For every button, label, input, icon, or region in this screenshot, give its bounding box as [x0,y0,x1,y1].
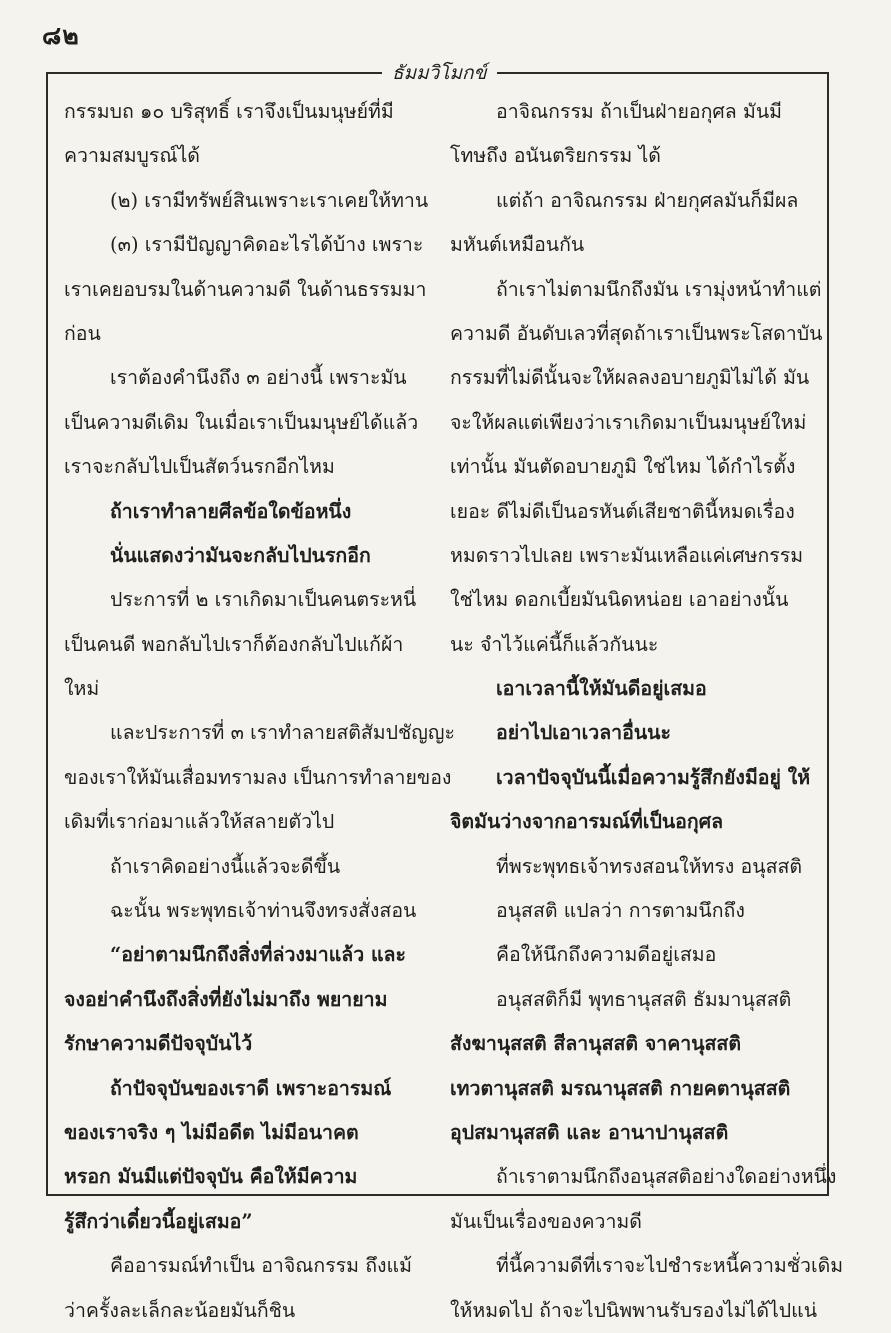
text-line: นะ จำไว้แค่นี้ก็แล้วกันนะ [450,632,659,656]
text-line: (๒) เรามีทรัพย์สินเพราะเราเคยให้ทาน [110,188,429,212]
text-line: จะให้ผลแต่เพียงว่าเราเกิดมาเป็นมนุษย์ใหม่ [450,410,807,434]
text-line: จงอย่าคำนึงถึงสิ่งที่ยังไม่มาถึง พยายาม [64,987,388,1011]
text-line: อย่าไปเอาเวลาอื่นนะ [496,721,671,745]
text-line: เราเคยอบรมในด้านความดี ในด้านธรรมมา [64,277,427,301]
text-line: อนุสสติ แปลว่า การตามนึกถึง [496,899,745,923]
text-line: นั่นแสดงว่ามันจะกลับไปนรกอีก [110,543,371,567]
page-frame [46,62,844,1322]
text-line: ให้หมดไป ถ้าจะไปนิพพานรับรองไม่ได้ไปแน่ [450,1298,818,1322]
text-line: อนุสสติก็มี พุทธานุสสติ ธัมมานุสสติ [496,987,792,1011]
text-line: ที่นี้ความดีที่เราจะไปชำระหนี้ความชั่วเดิม [496,1254,844,1278]
text-line: ที่พระพุทธเจ้าทรงสอนให้ทรง อนุสสติ [496,854,803,878]
text-line: รู้สึกว่าเดี๋ยวนี้อยู่เสมอ” [64,1209,253,1233]
text-line: อาจิณกรรม ถ้าเป็นฝ่ายอกุศล มันมี [496,100,782,123]
text-line: ประการที่ ๒ เราเกิดมาเป็นคนตระหนี่ [110,588,417,612]
text-line: หมดราวไปเลย เพราะมันเหลือแค่เศษกรรม [450,543,804,567]
text-line: อุปสมานุสสติ และ อานาปานุสสติ [450,1120,729,1144]
running-title: ธัมมวิโมกข์ [382,60,497,86]
left-text-column [64,90,455,1333]
text-line: เป็นความดีเดิม ในเมื่อเราเป็นมนุษย์ได้แล้ว [64,410,419,434]
text-line: มหันต์เหมือนกัน [450,233,585,257]
text-line: ของเราจริง ๆ ไม่มีอดีต ไม่มีอนาคต [64,1120,359,1144]
text-line: ถ้าเราทำลายศีลข้อใดข้อหนึ่ง [110,499,352,523]
text-line: “อย่าตามนึกถึงสิ่งที่ล่วงมาแล้ว และ [110,943,406,967]
text-line: จิตมันว่างจากอารมณ์ที่เป็นอกุศล [450,810,724,834]
text-line: ก่อน [64,321,101,345]
text-line: ความดี อันดับเลวที่สุดถ้าเราเป็นพระโสดาบัน [450,321,823,345]
text-line: คือให้นึกถึงความดีอยู่เสมอ [496,943,717,967]
text-line: ใช่ไหม ดอกเบี้ยมันนิดหน่อย เอาอย่างนั้น [450,588,789,612]
text-line: โทษถึง อนันตริยกรรม ได้ [450,144,661,168]
text-line: ฉะนั้น พระพุทธเจ้าท่านจึงทรงสั่งสอน [110,899,417,923]
text-line: กรรมบถ ๑๐ บริสุทธิ์ เราจึงเป็นมนุษย์ที่มี [64,100,394,123]
text-line: เป็นคนดี พอกลับไปเราก็ต้องกลับไปแก้ผ้า [64,632,404,656]
page-number: ๘๒ [42,21,80,50]
text-line: ถ้าเราไม่ตามนึกถึงมัน เรามุ่งหน้าทำแต่ [496,277,822,301]
text-line: ใหม่ [64,677,100,701]
text-line: เราต้องคำนึงถึง ๓ อย่างนี้ เพราะมัน [110,366,407,390]
text-line: เอาเวลานี้ให้มันดีอยู่เสมอ [496,677,707,701]
text-line: เดิมที่เราก่อมาแล้วให้สลายตัวไป [64,810,335,834]
text-line: ความสมบูรณ์ได้ [64,144,200,168]
text-line: ถ้าเราตามนึกถึงอนุสสติอย่างใดอย่างหนึ่ง [496,1165,837,1189]
text-line: เยอะ ดีไม่ดีเป็นอรหันต์เสียชาตินี้หมดเรื่อง [450,499,795,523]
text-line: ถ้าเราคิดอย่างนี้แล้วจะดีขึ้น [110,854,341,878]
right-text-column [450,90,844,1333]
text-line: ว่าครั้งละเล็กละน้อยมันก็ชิน [64,1298,296,1322]
text-line: และประการที่ ๓ เราทำลายสติสัมปชัญญะ [110,721,455,745]
text-line: เราจะกลับไปเป็นสัตว์นรกอีกไหม [64,455,335,479]
text-line: (๓) เรามีปัญญาคิดอะไรได้บ้าง เพราะ [110,233,424,257]
text-line: เท่านั้น มันตัดอบายภูมิ ใช่ไหม ได้กำไรตั้ง [450,455,796,479]
text-line: สังฆานุสสติ สีลานุสสติ จาคานุสสติ [450,1032,741,1056]
text-line: รักษาความดีปัจจุบันไว้ [64,1032,253,1056]
text-line: หรอก มันมีแต่ปัจจุบัน คือให้มีความ [64,1165,358,1189]
text-line: เวลาปัจจุบันนี้เมื่อความรู้สึกยังมีอยู่ ให้ [496,765,811,789]
text-line: ถ้าปัจจุบันของเราดี เพราะอารมณ์ [110,1076,392,1100]
text-line: ของเราให้มันเสื่อมทรามลง เป็นการทำลายของ [64,765,452,789]
text-line: คืออารมณ์ทำเป็น อาจิณกรรม ถึงแม้ [110,1254,412,1278]
text-line: มันเป็นเรื่องของความดี [450,1209,642,1233]
text-line: แต่ถ้า อาจิณกรรม ฝ่ายกุศลมันก็มีผล [496,188,799,212]
text-line: เทวตานุสสติ มรณานุสสติ กายคตานุสสติ [450,1076,791,1100]
text-line: กรรมที่ไม่ดีนั้นจะให้ผลลงอบายภูมิไม่ได้ มัน [450,366,810,390]
